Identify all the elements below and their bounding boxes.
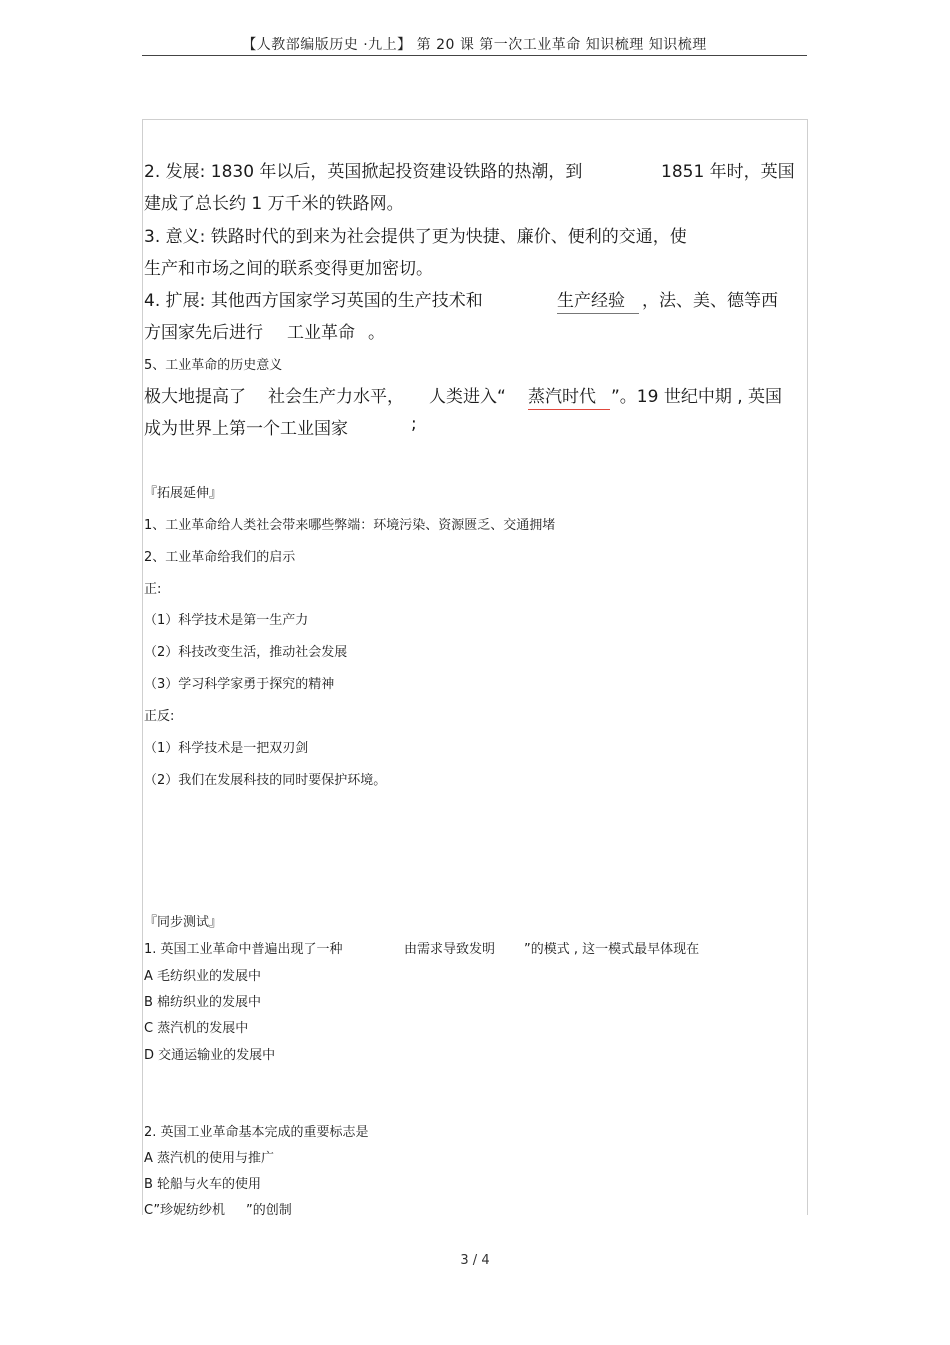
- test-q1-option: C 蒸汽机的发展中: [144, 1021, 249, 1036]
- extension-heading: 『拓展延伸』: [144, 486, 223, 501]
- test-q1-c: ”的模式 , 这一模式最早体现在: [524, 942, 700, 957]
- expand-line-b: ，法、美、德等西: [642, 291, 778, 311]
- blank-productivity: 社会生产力水平，: [268, 387, 404, 407]
- positive-label: 正:: [144, 582, 162, 597]
- positive-item: （3）学习科学家勇于探究的精神: [144, 677, 335, 692]
- expand-line-2b: 。: [368, 323, 385, 343]
- significance-line-2a: 成为世界上第一个工业国家: [144, 419, 348, 439]
- blank-industrial-revolution: 工业革命: [287, 323, 355, 343]
- develop-line-b: 1851 年时，英国: [661, 162, 795, 182]
- header-rule: [142, 55, 807, 56]
- positive-item: （2）科技改变生活，推动社会发展: [144, 645, 348, 660]
- test-q1-option: B 棉纺织业的发展中: [144, 995, 262, 1010]
- expand-line-2a: 方国家先后进行: [144, 323, 263, 343]
- develop-line-2: 建成了总长约 1 万千米的铁路网。: [144, 194, 404, 214]
- expand-line-a: 4. 扩展: 其他西方国家学习英国的生产技术和: [144, 291, 483, 311]
- test-q1-a: 1. 英国工业革命中普遍出现了一种: [144, 942, 343, 957]
- meaning-line-2: 生产和市场之间的联系变得更加密切。: [144, 259, 433, 279]
- significance-line-b: 人类进入“: [429, 387, 506, 407]
- blank-production-experience: 生产经验: [557, 286, 639, 314]
- extension-q2: 2、工业革命给我们的启示: [144, 550, 296, 565]
- positive-item: （1）科学技术是第一生产力: [144, 613, 309, 628]
- negative-label: 正反:: [144, 709, 175, 724]
- test-q2-option: B 轮船与火车的使用: [144, 1177, 262, 1192]
- test-heading: 『同步测试』: [144, 915, 223, 930]
- meaning-line-1: 3. 意义: 铁路时代的到来为社会提供了更为快捷、廉价、便利的交通，使: [144, 227, 687, 247]
- blank-steam-age: 蒸汽时代: [528, 382, 610, 410]
- page-header: 【人教部编版历史 ·九上】 第 20 课 第一次工业革命 知识梳理 知识梳理: [242, 37, 707, 53]
- develop-line-a: 2. 发展: 1830 年以后，英国掀起投资建设铁路的热潮，到: [144, 162, 583, 182]
- extension-q1: 1、工业革命给人类社会带来哪些弊端：环境污染、资源匮乏、交通拥堵: [144, 518, 556, 533]
- significance-line-c: ”。19 世纪中期 , 英国: [611, 387, 783, 407]
- test-q2-option-c-a: C”珍妮纺纱机: [144, 1203, 226, 1218]
- negative-item: （1）科学技术是一把双刃剑: [144, 741, 309, 756]
- significance-line-a: 极大地提高了: [144, 387, 246, 407]
- test-q2-option-c-b: ”的创制: [246, 1203, 292, 1218]
- section5-title: 5、工业革命的历史意义: [144, 358, 283, 373]
- negative-item: （2）我们在发展科技的同时要保护环境。: [144, 773, 387, 788]
- test-q1-b: 由需求导致发明: [404, 942, 496, 957]
- significance-line-2b: ;: [411, 414, 417, 434]
- page-number: 3 / 4: [460, 1253, 490, 1268]
- test-q2: 2. 英国工业革命基本完成的重要标志是: [144, 1125, 369, 1140]
- test-q1-option: A 毛纺织业的发展中: [144, 969, 262, 984]
- test-q2-option: A 蒸汽机的使用与推广: [144, 1151, 275, 1166]
- test-q1-option: D 交通运输业的发展中: [144, 1048, 276, 1063]
